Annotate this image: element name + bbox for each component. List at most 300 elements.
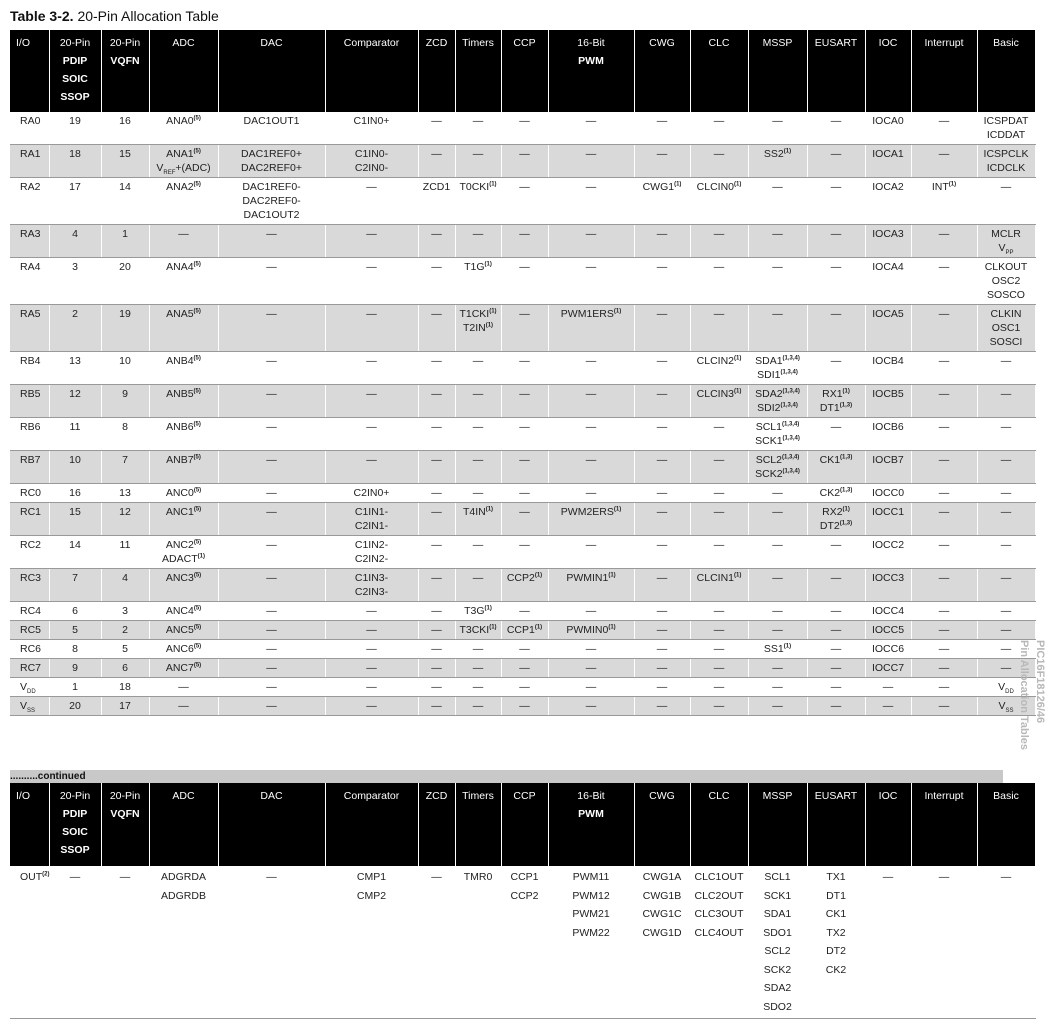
cell-dac — [218, 451, 325, 484]
cell-timers — [455, 484, 501, 503]
cell-ioc — [865, 225, 911, 258]
cell-value: RB5 — [20, 388, 41, 400]
cell-eusart — [807, 258, 865, 305]
cell-value: — — [431, 355, 442, 367]
table-body — [10, 866, 1035, 1019]
cell-value: ICDDAT — [986, 129, 1026, 141]
cell-timers — [455, 697, 501, 716]
cell-pwm — [548, 503, 634, 536]
cell-zcd — [418, 385, 455, 418]
cell-value: 17 — [119, 700, 131, 712]
cell-value: — — [266, 355, 277, 367]
header-label: CLC — [708, 37, 730, 49]
cell-value: IOCA2 — [872, 181, 904, 193]
cell-pdip — [49, 145, 101, 178]
cell-io — [10, 451, 49, 484]
cell-comparator — [325, 503, 418, 536]
cell-value: ANA5$^{(5)}$ — [166, 308, 201, 320]
cell-value: $T3G^{(1)}$ — [464, 605, 492, 617]
cell-value: RA5 — [20, 308, 41, 320]
cell-value: ANC3$^{(5)}$ — [165, 572, 202, 584]
cell-value: $V_{DD}$ — [998, 681, 1014, 696]
cell-adc — [149, 621, 218, 640]
cell-vqfn — [101, 484, 149, 503]
cell-value: — — [585, 355, 597, 367]
cell-adc — [149, 145, 218, 178]
col-header-basic — [977, 783, 1035, 866]
cell-value: — — [1000, 539, 1012, 551]
cell-pdip — [49, 602, 101, 621]
cell-value: RB4 — [20, 355, 41, 367]
cell-value: ICSPDAT — [983, 115, 1029, 127]
cell-value: SS1$^{(1)}$ — [763, 643, 792, 655]
header-label: I/O — [16, 790, 31, 802]
cell-value: — — [1000, 487, 1012, 499]
cell-ioc — [865, 659, 911, 678]
cell-value: — — [830, 228, 842, 240]
cell-basic — [977, 112, 1035, 145]
cell-value: — — [431, 454, 442, 466]
cell-value: 6 — [122, 662, 128, 674]
cell-value: RA3 — [20, 228, 41, 240]
cell-zcd — [418, 569, 455, 602]
cell-value: — — [830, 355, 842, 367]
cell-zcd — [418, 112, 455, 145]
cell-value: — — [519, 700, 530, 712]
header-label: VQFN — [110, 55, 140, 67]
cell-io — [10, 640, 49, 659]
table-row — [10, 385, 1035, 418]
cell-value: — — [656, 700, 668, 712]
cell-value: — — [830, 681, 842, 693]
cell-value: CK1 — [825, 908, 847, 920]
cell-eusart — [807, 866, 865, 1019]
header-label: CWG — [649, 37, 675, 49]
cell-clc — [690, 503, 748, 536]
cell-mssp — [748, 640, 807, 659]
cell-value: — — [656, 308, 668, 320]
cell-value: IOCC6 — [871, 643, 905, 655]
cell-value: — — [519, 539, 530, 551]
cell-value: CWG1A — [642, 871, 682, 883]
cell-timers — [455, 258, 501, 305]
cell-mssp — [748, 385, 807, 418]
cell-value: SCK1 — [763, 889, 792, 902]
header-label: Basic — [993, 37, 1019, 49]
cell-value: — — [585, 700, 597, 712]
cell-comparator — [325, 569, 418, 602]
cell-value: — — [431, 539, 442, 551]
cell-zcd — [418, 697, 455, 716]
cell-comparator — [325, 225, 418, 258]
cell-value: 16 — [69, 487, 81, 499]
cell-value: DAC1OUT1 — [243, 115, 300, 127]
cell-timers — [455, 569, 501, 602]
cell-cwg — [634, 602, 690, 621]
cell-cwg — [634, 178, 690, 225]
cell-value: — — [585, 181, 597, 193]
cell-value: — — [938, 605, 950, 617]
cell-value: — — [772, 115, 783, 127]
cell-eusart — [807, 112, 865, 145]
cell-interrupt — [911, 621, 977, 640]
cell-eusart — [807, 503, 865, 536]
cell-value: CCP2 — [510, 889, 539, 902]
cell-value: RB7 — [20, 454, 41, 466]
cell-ccp — [501, 225, 548, 258]
header-label: 20-Pin — [109, 37, 141, 49]
table-row — [10, 866, 1035, 1019]
cell-value: 3 — [72, 261, 78, 273]
cell-value: IOCA5 — [872, 308, 904, 320]
cell-value: IOCC1 — [871, 506, 905, 518]
side-running-title — [1008, 640, 1048, 760]
cell-cwg — [634, 451, 690, 484]
header-label: SOIC — [62, 826, 88, 838]
cell-value: — — [713, 228, 725, 240]
table-row — [10, 484, 1035, 503]
cell-value: — — [713, 421, 725, 433]
cell-eusart — [807, 225, 865, 258]
cell-mssp — [748, 484, 807, 503]
cell-value: T1CKI$^{(1)}$ — [459, 308, 497, 320]
cell-value: — — [585, 261, 597, 273]
cell-value: — — [938, 421, 950, 433]
cell-clc — [690, 697, 748, 716]
cell-pwm — [548, 640, 634, 659]
cell-value: CWG1$^{(1)}$ — [642, 181, 682, 193]
cell-vqfn — [101, 866, 149, 1019]
cell-pwm — [548, 225, 634, 258]
cell-interrupt — [911, 866, 977, 1019]
cell-comparator — [325, 678, 418, 697]
col-header-mssp — [748, 30, 807, 112]
cell-value: ANC1$^{(5)}$ — [165, 506, 202, 518]
cell-value: CCP2$^{(1)}$ — [506, 572, 543, 584]
cell-value: — — [366, 355, 377, 367]
table-row — [10, 112, 1035, 145]
cell-ccp — [501, 678, 548, 697]
cell-interrupt — [911, 145, 977, 178]
cell-value: C2IN0- — [354, 162, 389, 174]
header-label: Timers — [462, 37, 494, 49]
cell-dac — [218, 418, 325, 451]
col-header-zcd — [418, 30, 455, 112]
cell-zcd — [418, 503, 455, 536]
cell-value: ANA4$^{(5)}$ — [166, 261, 201, 273]
cell-value: — — [585, 454, 597, 466]
cell-value: — — [656, 624, 668, 636]
cell-pwm — [548, 866, 634, 1019]
cell-value: 16 — [119, 115, 131, 127]
cell-value: — — [656, 539, 668, 551]
cell-value: TX1 — [826, 871, 846, 883]
cell-interrupt — [911, 503, 977, 536]
cell-timers — [455, 621, 501, 640]
cell-value: 10 — [69, 454, 81, 466]
cell-cwg — [634, 352, 690, 385]
cell-interrupt — [911, 225, 977, 258]
cell-mssp — [748, 258, 807, 305]
header-label: 16-Bit — [577, 37, 605, 49]
cell-value: — — [519, 261, 530, 273]
cell-adc — [149, 305, 218, 352]
cell-value: 3 — [122, 605, 128, 617]
cell-value: ANC5$^{(5)}$ — [165, 624, 202, 636]
cell-value: T3CKI$^{(1)}$ — [459, 624, 497, 636]
cell-vqfn — [101, 569, 149, 602]
cell-value: — — [472, 700, 484, 712]
col-header-interrupt — [911, 783, 977, 866]
cell-value: — — [519, 506, 530, 518]
cell-value: T2IN$^{(1)}$ — [462, 322, 494, 334]
cell-value: $V_{SS}$ — [20, 700, 36, 715]
cell-value: $V_{PP}$ — [998, 242, 1014, 257]
cell-zcd — [418, 621, 455, 640]
cell-io — [10, 697, 49, 716]
cell-value: RC7 — [20, 662, 42, 674]
col-header-comparator — [325, 30, 418, 112]
cell-value: — — [1000, 643, 1012, 655]
cell-vqfn — [101, 418, 149, 451]
cell-mssp — [748, 225, 807, 258]
cell-value: RA0 — [20, 115, 41, 127]
cell-ioc — [865, 451, 911, 484]
cell-basic — [977, 621, 1035, 640]
header-label: ZCD — [425, 790, 448, 802]
cell-value: ANA1$^{(5)}$ — [166, 148, 201, 160]
cell-timers — [455, 418, 501, 451]
pin-allocation-table-continued — [10, 783, 1036, 1019]
cell-dac — [218, 697, 325, 716]
cell-cwg — [634, 569, 690, 602]
cell-value: — — [656, 643, 668, 655]
cell-value: — — [713, 643, 725, 655]
cell-ccp — [501, 640, 548, 659]
cell-value: — — [431, 700, 442, 712]
cell-comparator — [325, 258, 418, 305]
header-label: VQFN — [110, 808, 140, 820]
col-header-pwm — [548, 783, 634, 866]
cell-interrupt — [911, 178, 977, 225]
cell-value: ANB6$^{(5)}$ — [166, 421, 201, 433]
header-label: Timers — [462, 790, 494, 802]
cell-pwm — [548, 352, 634, 385]
cell-value: 19 — [69, 115, 81, 127]
cell-ccp — [501, 352, 548, 385]
cell-ccp — [501, 178, 548, 225]
table-row — [10, 536, 1035, 569]
cell-zcd — [418, 352, 455, 385]
cell-value: SDA1 — [763, 908, 792, 920]
header-label: 16-Bit — [577, 790, 605, 802]
cell-pdip — [49, 225, 101, 258]
cell-comparator — [325, 536, 418, 569]
cell-ccp — [501, 503, 548, 536]
cell-value: — — [938, 308, 950, 320]
cell-eusart — [807, 305, 865, 352]
cell-value: — — [882, 700, 894, 712]
cell-value: — — [366, 681, 377, 693]
cell-value: PWM2ERS$^{(1)}$ — [560, 506, 622, 518]
cell-value: 8 — [122, 421, 128, 433]
cell-mssp — [748, 602, 807, 621]
cell-ioc — [865, 866, 911, 1019]
cell-ccp — [501, 112, 548, 145]
cell-io — [10, 305, 49, 352]
cell-mssp — [748, 503, 807, 536]
cell-value: — — [472, 662, 484, 674]
cell-vqfn — [101, 225, 149, 258]
cell-value: ANC0$^{(5)}$ — [165, 487, 202, 499]
cell-io — [10, 178, 49, 225]
cell-adc — [149, 418, 218, 451]
cell-value: — — [713, 539, 725, 551]
cell-value: OSC1 — [991, 322, 1021, 334]
cell-basic — [977, 866, 1035, 1019]
cell-value: PWM21 — [572, 908, 610, 920]
cell-value: — — [585, 388, 597, 400]
cell-value: — — [178, 700, 189, 712]
cell-io — [10, 536, 49, 569]
cell-clc — [690, 352, 748, 385]
cell-comparator — [325, 602, 418, 621]
cell-clc — [690, 385, 748, 418]
cell-pdip — [49, 659, 101, 678]
cell-value: C1IN2- — [354, 539, 389, 551]
cell-value: — — [366, 261, 377, 273]
cell-value: DT2 — [826, 945, 846, 957]
cell-value: — — [266, 662, 277, 674]
cell-dac — [218, 178, 325, 225]
cell-value: SDI1$^{(1,3,4)}$ — [757, 369, 798, 381]
cell-ccp — [501, 385, 548, 418]
cell-comparator — [325, 866, 418, 1019]
cell-eusart — [807, 697, 865, 716]
cell-value: CLC3OUT — [694, 908, 744, 920]
cell-value: C2IN3- — [354, 586, 389, 598]
cell-timers — [455, 602, 501, 621]
table-row — [10, 258, 1035, 305]
cell-cwg — [634, 225, 690, 258]
col-header-mssp — [748, 783, 807, 866]
cell-ccp — [501, 659, 548, 678]
cell-value: — — [519, 388, 530, 400]
cell-value: — — [938, 572, 950, 584]
cell-io — [10, 621, 49, 640]
table-row — [10, 503, 1035, 536]
table-row — [10, 678, 1035, 697]
cell-value: — — [266, 228, 277, 240]
cell-value: — — [366, 662, 377, 674]
cell-zcd — [418, 536, 455, 569]
header-label: IOC — [878, 37, 898, 49]
table-row — [10, 621, 1035, 640]
cell-value: C1IN3- — [354, 572, 389, 584]
cell-value: SDA1$^{(1,3,4)}$ — [755, 355, 800, 367]
cell-value: 18 — [69, 148, 81, 160]
cell-comparator — [325, 305, 418, 352]
cell-value: CK2$^{(1,3)}$ — [819, 487, 853, 499]
cell-zcd — [418, 258, 455, 305]
cell-value: — — [1000, 388, 1012, 400]
cell-ioc — [865, 536, 911, 569]
cell-value: PWM11 — [572, 871, 610, 883]
cell-vqfn — [101, 305, 149, 352]
cell-value: — — [713, 454, 725, 466]
cell-eusart — [807, 145, 865, 178]
table-row — [10, 569, 1035, 602]
cell-zcd — [418, 484, 455, 503]
table-title — [10, 8, 219, 24]
cell-vqfn — [101, 385, 149, 418]
cell-value: ZCD1 — [422, 181, 451, 193]
cell-pwm — [548, 418, 634, 451]
cell-dac — [218, 258, 325, 305]
cell-value: IOCC2 — [871, 539, 905, 551]
cell-adc — [149, 659, 218, 678]
cell-zcd — [418, 178, 455, 225]
cell-value: — — [585, 539, 597, 551]
cell-value: — — [713, 261, 725, 273]
cell-value: — — [656, 662, 668, 674]
cell-value: 11 — [119, 539, 131, 551]
cell-comparator — [325, 640, 418, 659]
cell-value: RC2 — [20, 539, 42, 551]
cell-value: — — [366, 228, 377, 240]
cell-value: — — [431, 681, 442, 693]
cell-pdip — [49, 484, 101, 503]
cell-ccp — [501, 258, 548, 305]
cell-io — [10, 112, 49, 145]
cell-value: — — [472, 681, 484, 693]
table-row — [10, 697, 1035, 716]
col-header-ccp — [501, 30, 548, 112]
cell-value: — — [938, 487, 950, 499]
cell-value: — — [585, 115, 597, 127]
cell-clc — [690, 640, 748, 659]
cell-value: — — [366, 454, 377, 466]
cell-value: — — [938, 355, 950, 367]
cell-comparator — [325, 385, 418, 418]
cell-value: CWG1C — [642, 908, 682, 920]
cell-value: IOCA1 — [872, 148, 904, 160]
cell-value: — — [266, 572, 277, 584]
cell-pwm — [548, 112, 634, 145]
cell-value: OSC2 — [991, 275, 1021, 287]
cell-value: CLCIN2$^{(1)}$ — [696, 355, 742, 367]
cell-value: — — [431, 506, 442, 518]
cell-value: — — [585, 228, 597, 240]
cell-basic — [977, 305, 1035, 352]
cell-value: DAC1OUT2 — [243, 209, 300, 221]
cell-value: — — [266, 605, 277, 617]
col-header-interrupt — [911, 30, 977, 112]
cell-eusart — [807, 659, 865, 678]
cell-zcd — [418, 418, 455, 451]
cell-cwg — [634, 866, 690, 1019]
cell-vqfn — [101, 145, 149, 178]
cell-value: — — [519, 605, 530, 617]
cell-value: ICDCLK — [986, 162, 1026, 174]
cell-value: — — [1000, 454, 1012, 466]
cell-value: 17 — [69, 181, 81, 193]
cell-dac — [218, 112, 325, 145]
header-label: PDIP — [62, 808, 88, 820]
cell-pdip — [49, 385, 101, 418]
cell-dac — [218, 503, 325, 536]
header-label: EUSART — [814, 790, 858, 802]
